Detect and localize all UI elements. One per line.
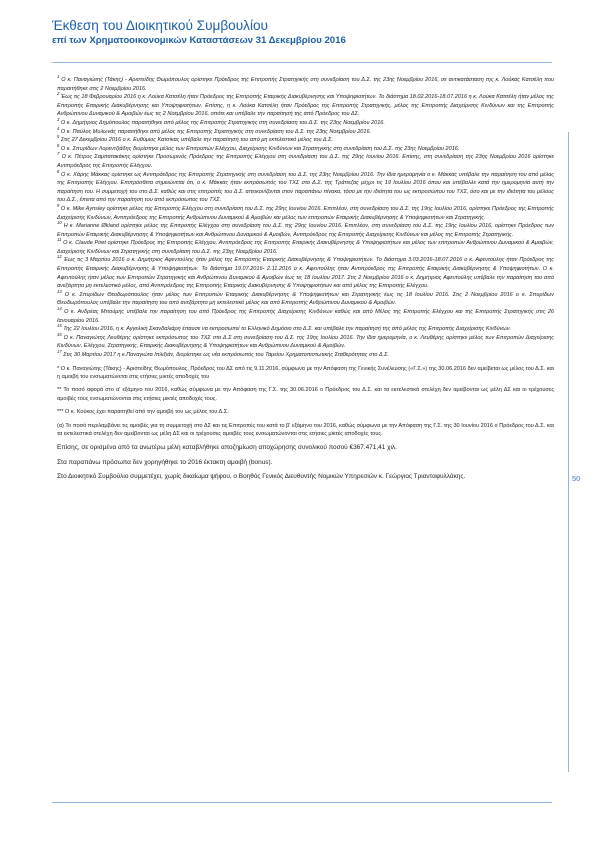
severance-paragraph: Επίσης, σε ορισμένα από τα ανωτέρω μέλη καταβλήθηκε αποζημίωση αποχώρησης συνολικού ποσού €367.471,41 χιλ. xyxy=(57,444,397,452)
footnote-item xyxy=(57,239,554,256)
footnote-text: Η κ. Marianne Økland ορίστηκε μέλος της Επιτροπής Ελέγχου στη συνεδρίαση του Δ.Σ. της 29ης Ιουνίου 2016. Επιπλέον, στη συνεδρίαση του Δ.Σ. της 19ης Ιουλίου 2016, ορίστηκε Πρόεδρος των Επιτροπών Εταιρικής Διακυβέρνησης & Υποψηφιοτήτων και Ανθρώπινου Δυναμικού & Αμοιβών, Αντιπρόεδρος της Επιτροπής Διαχείρισης Κινδύνων και μέλος της Επιτροπής Στρατηγικής. xyxy=(57,223,554,238)
footnote-item xyxy=(57,308,554,325)
footnote-item xyxy=(57,351,554,360)
footnote-number: 3 xyxy=(57,117,60,123)
footnote-item xyxy=(57,222,554,239)
footnote-number: 9 xyxy=(57,203,60,209)
footnote-number: 1 xyxy=(57,74,60,80)
legal-advisor-paragraph: Στο Διοικητικό Συμβούλιο συμμετέχει, χωρίς δικαίωμα ψήφου, ο Βοηθός Γενικός Διευθυντής Νομικών Υπηρεσιών κ. Γεώργιος Τριανταφυλλάκης. xyxy=(57,473,466,481)
footnote-text: Στις 27 Δεκεμβρίου 2016 ο κ. Ευθύμιος Κατσίκας υπέβαλε την παραίτησή του από μη εκτελεστικό μέλος του Δ.Σ. xyxy=(59,137,333,144)
footnote-text: Ο κ. Παναγιώτης (Τάκης) - Αριστείδης Θωμόπουλος ορίστηκε Πρόεδρος της Επιτροπής Στρατηγικής στη συνεδρίαση του Δ.Σ. της 23ης Νοεμβρίου 2016, σε αντικατάσταση της κ. Λούκας Κατσέλη που παραιτήθηκε στις 2 Νοεμβρίου 2016. xyxy=(57,77,554,92)
note-asterisk-1: * Ο κ. Παναγιώτης (Τάκης) - Αριστείδης Θωμόπουλος, Πρόεδρος του ΔΣ από τις 9.11.2016, σύμφωνα με την Απόφαση της Γενικής Συνέλευσης («Γ.Σ.») της 30.06.2016 δεν αμείβεται ως μέλος του Δ.Σ. και η αμοιβή του ενσωματώνεται στις ετήσιες μικτές αποδοχές του xyxy=(57,365,554,380)
document-body xyxy=(57,76,554,482)
footnote-item xyxy=(57,153,554,170)
footnote-item xyxy=(57,331,554,351)
footnote-item xyxy=(57,136,554,145)
footnote-item xyxy=(57,291,554,308)
footnote-text: Ο κ. Χάρης Μάκκας ορίστηκε ως Αντιπρόεδρος της Επιτροπής Στρατηγικής στη συνεδρίαση του Δ.Σ. της 23ης Νοεμβρίου 2016. Την ίδια ημερομηνία ο κ. Μάκκας υπέβαλε την παραίτηση του από μέλος της Επιτροπής Ελέγχου. Επιπρόσθετα σημειώνεται ότι, ο κ. Μάκκας ήταν εκπρόσωπός του ΤΧΣ στο Δ.Σ. της Τράπεζας μέχρι τις 19 Ιουλίου 2016 όπου και υπέβαλλε κατά την ημερομηνία αυτή την παραίτηση του. Η συμμετοχή του στο Δ.Σ. καθώς και στις επιτροπές του Δ.Σ. απεικονίζονται στον παραπάνω πίνακα, τόσο με την ιδιότητα του ως εκπροσώπου του ΤΧΣ, όσο και με την ιδιότητα του μέλους του Δ.Σ., έπειτα από την παραίτηση του από εκπρόσωπος του ΤΧΣ. xyxy=(57,171,554,204)
footnote-text: Ο κ. Δημήτριος Δημόπουλος παραιτήθηκε από μέλος της Επιτροπής Στρατηγικής στη συνεδρίαση του Δ.Σ. της 23ης Νοεμβρίου 2016. xyxy=(59,119,385,126)
footnote-number: 15 xyxy=(57,323,62,329)
note-asterisk-2: ** Το ποσό αφορά στο α' εξάμηνο του 2016, καθώς σύμφωνα με την Απόφαση της Γ.Σ. της 30.06.2016 ο Πρόεδρος του Δ.Σ. και τα εκτελεστικά στελέχη δεν αμείβονται ως μέλη ΔΣ και οι τρέχουσες αμοιβές τους ενσωματώνονται στις ετήσιες μικτές αποδοχές τους. xyxy=(57,387,554,402)
footnote-item xyxy=(57,325,554,334)
footnote-text: Της 22 Ιουλίου 2016, η κ. Αγγελική Σκανδαλιάρη έπαυσε να εκπροσωπεί το Ελληνικό Δημόσιο στο Δ.Σ. και υπέβαλε την παραίτησή της από μέλος της Επιτροπής Διαχείρισης Κινδύνων. xyxy=(61,326,512,333)
footnote-text: Έως τις 18 Φεβρουαρίου 2016 η κ. Λούκα Κατσέλη ήταν Πρόεδρος της Επιτροπής Εταιρικής Διακυβέρνησης και Υποψηφιοτήτων. Το διάστημα 18.02.2016-18.07.2016 η κ. Λούκα Κατσέλη ήταν μέλος της Επιτροπής Εταιρικής Διακυβέρνησης και Υποψηφιοτήτων. Επίσης, η κ. Λούκα Κατσέλη ήταν Πρόεδρος της Επιτροπής Στρατηγικής, μέλος της Επιτροπής Διαχείρισης Κινδύνων και της Επιτροπής Ανθρώπινου Δυναμικού & Αμοιβών έως τις 2 Νοεμβρίου 2016, οπότε και υπέβαλε την παραίτησή της από Πρόεδρος του ΔΣ. xyxy=(57,94,554,118)
footnote-item xyxy=(57,168,554,205)
footnote-number: 14 xyxy=(57,306,62,312)
footnote-text: Ο κ. Παναγιώτης Λευθέρης ορίστηκε εκπρόσωπος του ΤΧΣ στο Δ.Σ στη συνεδρίαση του Δ.Σ. της 19ης Ιουλίου 2016. Την ίδια ημερομηνία, ο κ. Λευθέρης ορίστηκε μέλος των Επιτροπών Διαχείρισης Κινδύνων, Ελέγχου, Στρατηγικής, Εταιρικής Διακυβέρνησης & Υποψηφιοτήτων και Ανθρώπινου Δυναμικού & Αμοιβών. xyxy=(57,334,554,350)
footnote-item xyxy=(57,93,554,119)
footnote-item xyxy=(57,256,554,290)
footnote-text: Έως τις 3 Μαρτίου 2016 ο κ. Δημήτριος Αφεντούλης ήταν μέλος της Επιτροπής Εταιρικής Διακυβέρνησης & Υποψηφιοτήτων. Το διάστημα 3.03.2016-18.07.2016 ο κ. Αφεντούλης ήταν Πρόεδρος της Επιτροπής Εταιρικής Διακυβέρνησης & Υποψηφιοτήτων. Το διάστημα 19.07.2016- 2.11.2016 ο κ. Αφεντούλης ήταν Αντιπρόεδρος της Επιτροπής Εταιρικής Διακυβέρνησης & Υποψηφιοτήτων. Ο κ. Αφεντούλης ήταν μέλος των Επιτροπών Στρατηγικής και Ανθρώπινου Δυναμικού & Αμοιβών έως τις 18 Ιουλίου 2017. Στις 2 Νοεμβρίου 2016 ο κ. Δημήτριος Αφεντούλης υπέβαλε την παραίτηση του από ανεξάρτητο μη εκτελεστικό μέλος, από Αντιπρόεδρος της Επιτροπής Εταιρικής Διακυβέρνησης & Υποψηφιοτήτων και από μέλος της Επιτροπής Ελέγχου. xyxy=(57,257,554,290)
footnote-number: 8 xyxy=(57,168,60,174)
footnote-text: Ο κ. Mike Aynsley ορίστηκε μέλος της Επιτροπής Ελέγχου στη συνεδρίαση του Δ.Σ. της 29ης Ιουνίου 2016. Επιπλέον, στη συνεδρίαση του Δ.Σ. της 19ης Ιουλίου 2016, ορίστηκε Πρόεδρος της Επιτροπής Διαχείρισης Κινδύνων, Αντιπρόεδρος της Επιτροπής Ανθρώπινου Δυναμικού & Αμοιβών και μέλος των επιτροπών Εταιρικής Διακυβέρνησης & Υποψηφιοτήτων και Στρατηγικής. xyxy=(57,205,554,221)
page-title: Έκθεση του Διοικητικού Συμβουλίου xyxy=(52,18,268,33)
footnote-text: Ο κ. Πέτρος Σαμπατακάκης ορίστηκε Προσωρινός Πρόεδρος της Επιτροπής Ελέγχου στη συνεδρίαση του Δ.Σ. της 29ης Ιουνίου 2016. Επίσης, στη συνεδρίαση της 23ης Νοεμβρίου 2016 ορίστηκε Αντιπρόεδρος της Επιτροπής Ελέγχου. xyxy=(57,154,554,169)
footnote-item xyxy=(57,142,554,154)
bonus-paragraph: Στα παραπάνω πρόσωπα δεν χορηγήθηκε το 2016 έκτακτη αμοιβή (bonus). xyxy=(57,458,273,466)
footnote-number: 5 xyxy=(57,134,60,140)
footer-divider xyxy=(52,802,552,803)
footnote-item xyxy=(57,125,554,140)
footnote-text: Στις 30 Μαρτίου 2017 η κ.Παναγιώτα Ιπλιξιάν, διορίστηκε ως νέα εκπρόσωπος του Ταμείου Χρηματοπιστωτικής Σταθερότητας στο Δ.Σ. xyxy=(61,352,389,358)
footnote-number: 11 xyxy=(57,237,62,243)
margin-rule xyxy=(568,132,569,772)
footnote-number: 10 xyxy=(57,220,62,226)
report-header xyxy=(52,18,552,47)
footnote-item xyxy=(57,205,554,222)
note-asterisk-3: *** Ο κ. Κούκος έχει παραιτηθεί από την αμοιβή του ως μέλος του Δ.Σ. xyxy=(57,409,229,416)
footnote-number: 13 xyxy=(57,289,62,294)
footnote-number: 7 xyxy=(57,151,60,157)
footnote-text: Ο κ. Σπυρίδων Θεοδωρόπουλος ήταν μέλος των Επιτροπών Εταιρικής Διακυβέρνησης & Υποψηφιοτήτων και Στρατηγικής έως τις 18 Ιουλίου 2016. Στις 2 Νοεμβρίου 2016 ο κ. Σπυρίδων Θεοδωρόπουλος υπέβαλε την παραίτηση του από ανεξάρτητο μη εκτελεστικό μέλος και από Επιτροπής Ανθρώπινου Δυναμικού & Αμοιβών. xyxy=(57,291,554,307)
footnote-text: Ο κ. Ανδρέας Μπούμης υπέβαλε την παραίτηση του από Πρόεδρος της Επιτροπής Διαχείρισης Κινδύνων καθώς και από Μέλος της Επιτροπής Ελέγχου και της Επιτροπής Στρατηγικής στις 26 Ιανουαρίου 2016. xyxy=(57,309,554,324)
footnotes-list xyxy=(57,76,554,360)
footnote-number: 17 xyxy=(57,349,62,355)
footnote-number: 6 xyxy=(57,142,60,148)
header-divider xyxy=(52,62,552,63)
page-subtitle: επί των Χρηματοοικονομικών Καταστάσεων 31 Δεκεμβρίου 2016 xyxy=(52,35,346,46)
footnote-number: 16 xyxy=(57,331,62,337)
note-alpha: (α) Το ποσό περιλαμβάνει τις αμοιβές για τη συμμετοχή στο ΔΣ και τις Επιτροπές του κατά το β' εξάμηνο του 2016, καθώς σύμφωνα με την Απόφαση της Γ.Σ. της 30 Ιουνίου 2016 ο Πρόεδρος του Δ.Σ. και τα εκτελεστικά στελέχη δεν αμείβονται ως μέλη ΔΣ και οι τρέχουσες αμοιβές τους ενσωματώνονται στις ετήσιες μικτές αποδοχές τους. xyxy=(57,422,554,438)
footnote-text: Ο κ. Claude Piret ορίστηκε Πρόεδρος της Επιτροπής Ελέγχου, Αντιπρόεδρος της Επιτροπής Εταιρικής Διακυβέρνησης & Υποψηφιοτήτων και μέλος των επιτροπών Ανθρώπινου Δυναμικού & Αμοιβών, Διαχείρισης Κινδύνων και Στρατηγικής στη συνεδρίαση του Δ.Σ. της 23ης Νοεμβρίου 2016. xyxy=(57,240,554,255)
page-number: 50 xyxy=(572,474,581,483)
footnote-text: Ο κ. Σπυρίδων Λορεντζιάδης διορίστηκε μέλος των Επιτροπών Ελέγχου, Διαχείρισης Κινδύνων και Στρατηγικής στη συνεδρίαση του Δ.Σ. της 23ης Νοεμβρίου 2016. xyxy=(59,145,460,152)
footnote-text: Ο κ. Παύλος Μυλωνάς παραιτήθηκε από μέλος της Επιτροπής Στρατηγικής στη συνεδρίαση του Δ.Σ. της 23ης Νοεμβρίου 2016. xyxy=(59,128,372,135)
footnote-number: 12 xyxy=(57,254,62,260)
footnote-item xyxy=(57,119,554,128)
footnote-number: 2 xyxy=(57,91,60,97)
footnote-item xyxy=(57,76,554,93)
footnote-number: 4 xyxy=(57,125,60,131)
